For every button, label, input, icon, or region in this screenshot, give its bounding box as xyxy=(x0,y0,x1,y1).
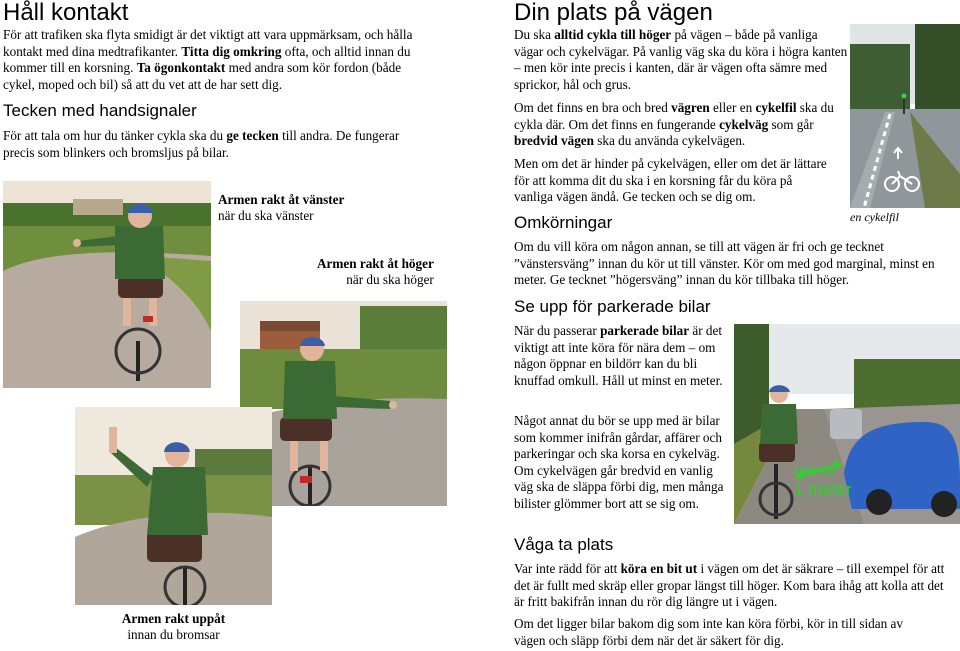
body-text: ska du använda cykelvägen. xyxy=(594,133,746,149)
emphasis-text: ge tecken xyxy=(226,128,279,143)
body-text: Om du vill köra om någon annan, se till att vägen är fri och ge tecknet ”vänstersväng” innan du kör ut till vänster. Kör om med god marginal, minst en meter. Ge tecknet ”högersväng” innan du kör tillbaka till höger. xyxy=(514,239,935,288)
body-text: Men om det är hinder på cykelvägen, eller om det är lättare för att komma dit du ska i en korsning får du köra på vanliga vägen ändå. Ge tecken och se dig om. xyxy=(514,156,827,205)
caption-right-signal: Armen rakt åt höger när du ska höger xyxy=(317,256,434,287)
body-text: Om det ligger bilar bakom dig som inte kan köra förbi, kör in till sidan av vägen och släpp förbi dem när det är säkert för dig. xyxy=(514,616,903,648)
emphasis-text: köra en bit ut xyxy=(620,561,698,576)
placement-paragraph-1 xyxy=(514,27,848,93)
body-text: För att tala om hur du tänker cykla ska du xyxy=(3,128,227,143)
emphasis-text: cykelfil xyxy=(755,100,797,115)
body-text: För att trafiken ska flyta smidigt är det viktigt att vara uppmärksam, och hålla kontakt med dina medtrafikanter. xyxy=(3,27,413,59)
overtaking-heading: Omkörningar xyxy=(514,213,613,232)
take-space-heading: Våga ta plats xyxy=(514,535,614,554)
body-text: i vägen om det är säkrare – till exempel för att det är fullt med skräp eller gropar längst till höger. Kom bara ihåg att kolla att det är fritt bakifrån innan du rör dig längre ut i vägen. xyxy=(514,561,945,610)
caption-cykelfil: en cykelfil xyxy=(850,210,899,224)
take-space-paragraph-1 xyxy=(514,561,954,611)
body-text: eller en xyxy=(709,100,756,115)
overtaking-paragraph xyxy=(514,239,954,289)
body-text: Du ska xyxy=(514,27,555,42)
body-text: Var inte rädd för att xyxy=(514,561,621,576)
placement-paragraph-2 xyxy=(514,100,848,150)
photo-left-signal xyxy=(3,181,211,388)
body-text: med andra som kör fordon (både cykel, moped och bil) så att du vet att de har sett dig. xyxy=(3,60,402,92)
emphasis-text: alltid cykla till höger xyxy=(554,27,672,42)
caption-stop-signal: Armen rakt uppåt innan du bromsar xyxy=(121,611,226,642)
body-text: Om det finns en bra och bred xyxy=(514,100,672,115)
signals-heading: Tecken med handsignaler xyxy=(3,101,197,120)
distance-label: minst 1 meter xyxy=(794,461,852,499)
parked-cars-heading: Se upp för parkerade bilar xyxy=(514,297,711,316)
page-title-left: Håll kontakt xyxy=(3,0,129,26)
photo-stop-signal xyxy=(75,407,272,605)
caption-left-signal: Armen rakt åt vänster när du ska vänster xyxy=(218,192,345,223)
parked-cars-paragraph-1 xyxy=(514,323,724,389)
photo-cykelfil xyxy=(850,24,960,208)
emphasis-text: Titta dig omkring xyxy=(181,43,282,59)
parked-cars-paragraph-2 xyxy=(514,413,724,513)
emphasis-text: vägren xyxy=(671,100,710,115)
page-title-right: Din plats på vägen xyxy=(514,0,713,26)
body-text: till andra. De fungerar precis som blinkers och bromsljus på bilar. xyxy=(3,128,400,160)
body-text: är det viktigt att inte köra för nära dem – om någon öppnar en bildörr kan du bli knuffad omkull. Håll ut minst en meter. xyxy=(514,323,723,388)
body-text: på vägen – både på vanliga vägar och cykelvägar. På vanlig väg ska du köra i högra kanten – men kör inte precis i kanten, där är vägen ofta sämre med sprickor, hål och grus. xyxy=(514,27,848,92)
signals-paragraph xyxy=(3,128,433,161)
emphasis-text: parkerade bilar xyxy=(600,323,690,338)
body-text: som går xyxy=(768,116,814,132)
body-text: ofta, och alltid innan du kommer till en korsning. xyxy=(3,43,411,76)
emphasis-text: bredvid vägen xyxy=(514,133,594,149)
emphasis-text: Ta ögonkontakt xyxy=(136,60,226,76)
body-text: Något annat du bör se upp med är bilar som kommer inifrån gårdar, affärer och parkeringar och ska korsa en cykelväg. Om cykelvägen går bredvid en vanlig väg ska de släppa förbi dig, men många bilister glömmer bort att se sig om. xyxy=(514,413,724,511)
take-space-paragraph-2 xyxy=(514,616,934,649)
emphasis-text: cykelväg xyxy=(719,116,769,132)
placement-paragraph-3 xyxy=(514,156,834,206)
body-text: ska du cykla där. Om det finns en fungerande xyxy=(514,100,834,132)
intro-paragraph xyxy=(3,27,433,93)
body-text: När du passerar xyxy=(514,323,601,338)
photo-parked-cars xyxy=(734,324,960,524)
